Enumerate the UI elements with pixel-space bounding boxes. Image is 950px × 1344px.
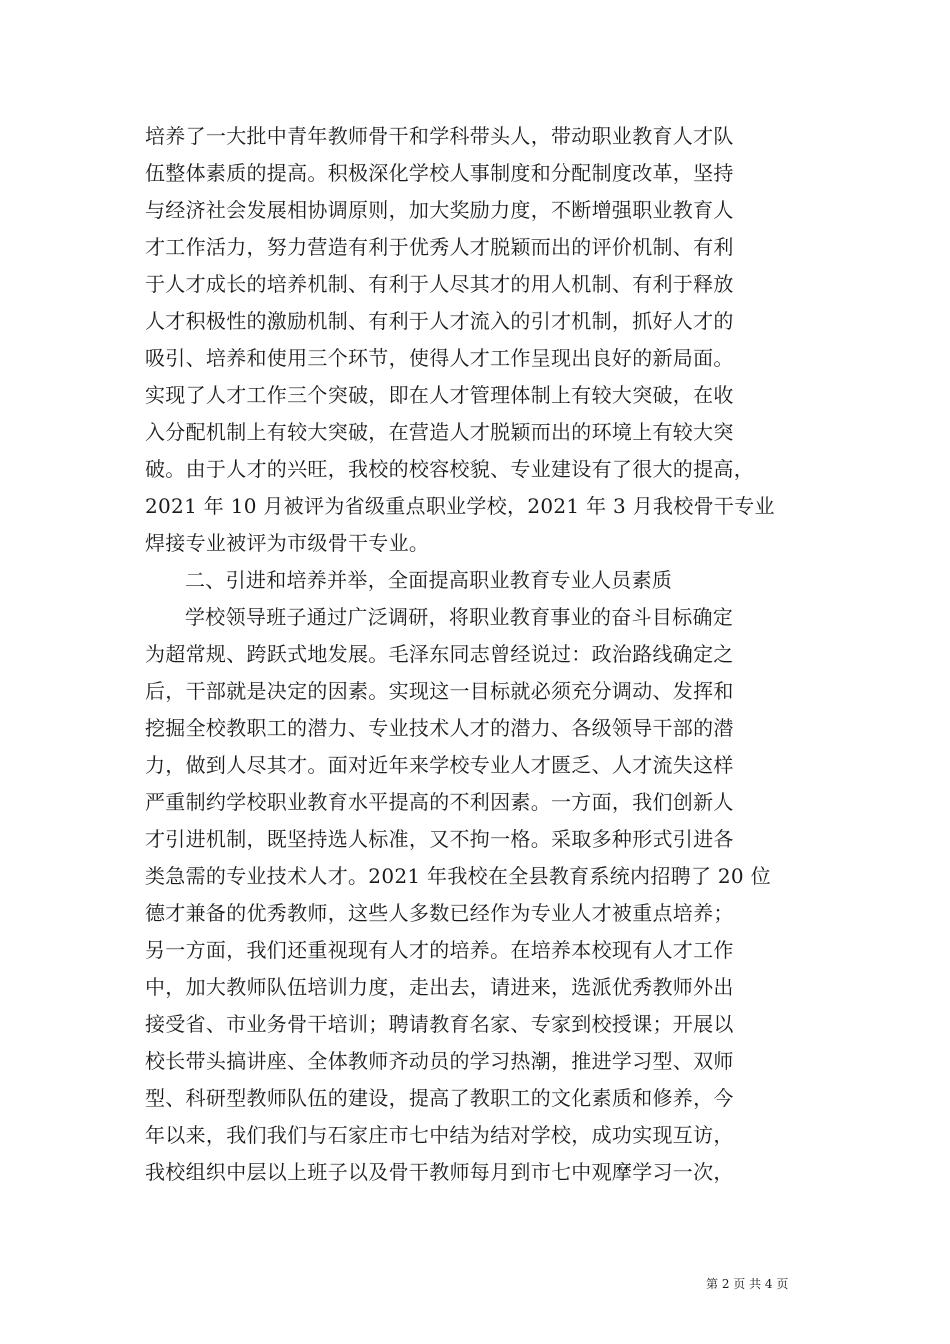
paragraph-2 (145, 599, 815, 1191)
text-line: 年以来，我们我们与石家庄市七中结为结对学校，成功实现互访， (145, 1123, 734, 1147)
text-line: 型、科研型教师队伍的建设，提高了教职工的文化素质和修养，今 (145, 1086, 734, 1110)
text-line: 吸引、培养和使用三个环节，使得人才工作呈现出良好的新局面。 (145, 346, 734, 370)
text-line: 焊接专业被评为市级骨干专业。 (145, 531, 430, 555)
text-line: 与经济社会发展相协调原则，加大奖励力度，不断增强职业教育人 (145, 198, 734, 222)
text-line: 我校组织中层以上班子以及骨干教师每月到市七中观摩学习一次， (145, 1160, 734, 1184)
text-line: 德才兼备的优秀教师，这些人多数已经作为专业人才被重点培养； (145, 901, 734, 925)
section-heading (145, 562, 815, 599)
text-line: 于人才成长的培养机制、有利于人尽其才的用人机制、有利于释放 (145, 272, 734, 296)
text-line: 接受省、市业务骨干培训；聘请教育名家、专家到校授课；开展以 (145, 1012, 734, 1036)
text-line: 破。由于人才的兴旺，我校的校容校貌、专业建设有了很大的提高， (145, 457, 754, 481)
text-line: 为超常规、跨跃式地发展。毛泽东同志曾经说过：政治路线确定之 (145, 642, 734, 666)
text-line: 实现了人才工作三个突破，即在人才管理体制上有较大突破，在收 (145, 383, 734, 407)
text-line: 挖掘全校教职工的潜力、专业技术人才的潜力、各级领导干部的潜 (145, 716, 734, 740)
document-body (145, 118, 815, 1191)
text-line: 类急需的专业技术人才。2021 年我校在全县教育系统内招聘了 20 位 (145, 864, 771, 888)
text-line: 伍整体素质的提高。积极深化学校人事制度和分配制度改革，坚持 (145, 161, 734, 185)
text-line: 才引进机制，既坚持选人标准，又不拘一格。采取多种形式引进各 (145, 827, 734, 851)
text-line: 培养了一大批中青年教师骨干和学科带头人，带动职业教育人才队 (145, 124, 734, 148)
text-line: 中，加大教师队伍培训力度，走出去，请进来，选派优秀教师外出 (145, 975, 734, 999)
section-heading-text: 二、引进和培养并举，全面提高职业教育专业人员素质 (185, 568, 673, 592)
text-line: 学校领导班子通过广泛调研，将职业教育事业的奋斗目标确定 (185, 605, 734, 629)
text-line: 严重制约学校职业教育水平提高的不利因素。一方面，我们创新人 (145, 790, 734, 814)
text-line: 后，干部就是决定的因素。实现这一目标就必须充分调动、发挥和 (145, 679, 734, 703)
paragraph-1 (145, 118, 815, 562)
text-line: 人才积极性的激励机制、有利于人才流入的引才机制，抓好人才的 (145, 309, 734, 333)
text-line: 入分配机制上有较大突破，在营造人才脱颖而出的环境上有较大突 (145, 420, 734, 444)
page-number-footer: 第 2 页 共 4 页 (706, 1277, 789, 1291)
text-line: 校长带头搞讲座、全体教师齐动员的学习热潮，推进学习型、双师 (145, 1049, 734, 1073)
text-line: 2021 年 10 月被评为省级重点职业学校，2021 年 3 月我校骨干专业 (145, 494, 775, 518)
text-line: 才工作活力，努力营造有利于优秀人才脱颖而出的评价机制、有利 (145, 235, 734, 259)
text-line: 另一方面，我们还重视现有人才的培养。在培养本校现有人才工作 (145, 938, 734, 962)
text-line: 力，做到人尽其才。面对近年来学校专业人才匮乏、人才流失这样 (145, 753, 734, 777)
